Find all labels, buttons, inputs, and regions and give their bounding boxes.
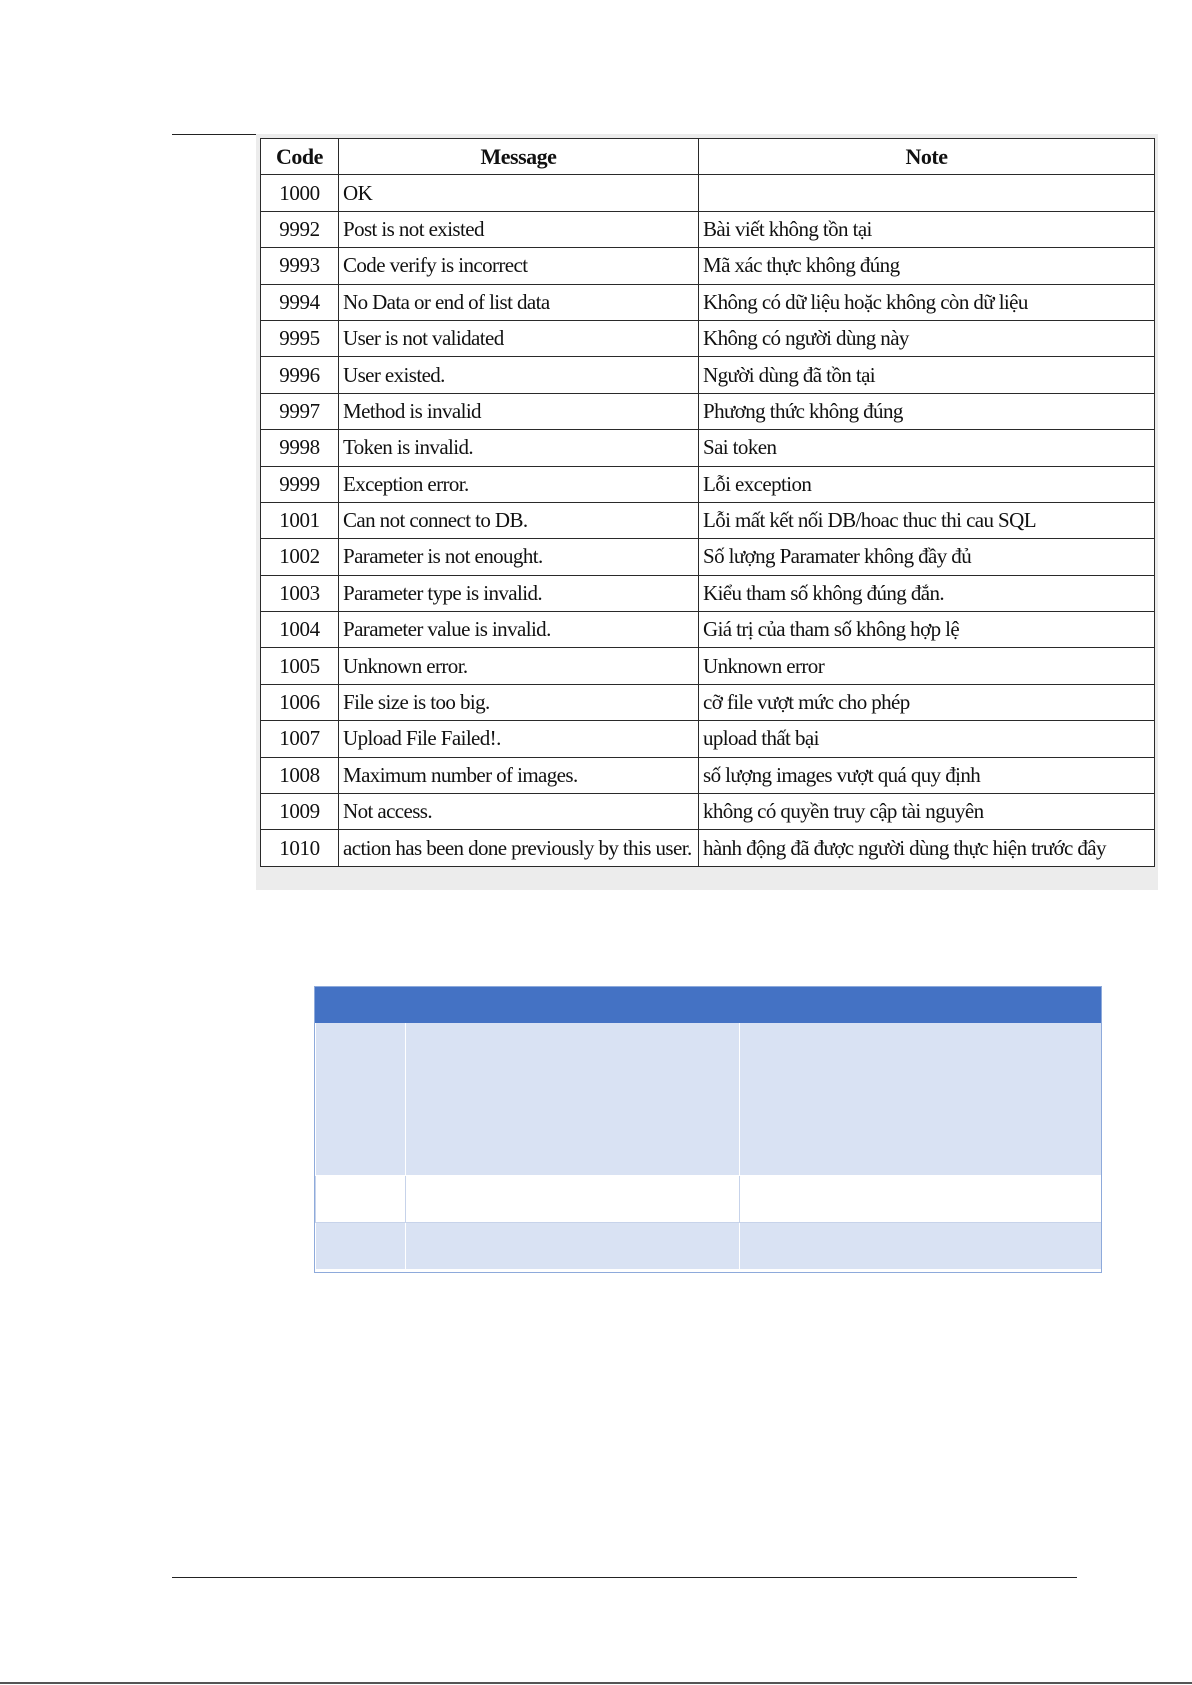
styled-table-row xyxy=(316,1176,1102,1223)
cell-code: 1010 xyxy=(261,830,339,866)
table-row xyxy=(261,466,1155,502)
cell-code: 1003 xyxy=(261,575,339,611)
cell-note: upload thất bại xyxy=(699,721,1155,757)
table-row xyxy=(261,830,1155,866)
cell-note: Phương thức không đúng xyxy=(699,393,1155,429)
column-header-note: Note xyxy=(699,139,1155,175)
cell-note: Không có dữ liệu hoặc không còn dữ liệu xyxy=(699,284,1155,320)
error-code-table-image xyxy=(256,134,1158,890)
cell-message: Post is not existed xyxy=(339,211,699,247)
column-header-code: Code xyxy=(261,139,339,175)
cell-note: hành động đã được người dùng thực hiện trước đây xyxy=(699,830,1155,866)
cell-code: 9995 xyxy=(261,320,339,356)
cell-note: Lỗi exception xyxy=(699,466,1155,502)
page-edge-rule xyxy=(0,1682,1192,1684)
cell-message: User is not validated xyxy=(339,320,699,356)
cell-message: action has been done previously by this user. xyxy=(339,830,699,866)
table-row xyxy=(261,648,1155,684)
cell-message: Parameter type is invalid. xyxy=(339,575,699,611)
table-row xyxy=(261,357,1155,393)
cell-message: Exception error. xyxy=(339,466,699,502)
table-row xyxy=(261,757,1155,793)
cell-code: 9999 xyxy=(261,466,339,502)
cell-message: Not access. xyxy=(339,794,699,830)
cell-code: 1005 xyxy=(261,648,339,684)
footer-rule xyxy=(172,1577,1077,1578)
cell-note: cỡ file vượt mức cho phép xyxy=(699,684,1155,720)
cell-code: 1002 xyxy=(261,539,339,575)
styled-table-cell xyxy=(740,1176,1102,1223)
cell-note: Không có người dùng này xyxy=(699,320,1155,356)
cell-message: OK xyxy=(339,175,699,211)
table-row xyxy=(261,211,1155,247)
cell-code: 1007 xyxy=(261,721,339,757)
cell-note: Mã xác thực không đúng xyxy=(699,248,1155,284)
cell-note: Kiểu tham số không đúng đắn. xyxy=(699,575,1155,611)
cell-note: Bài viết không tồn tại xyxy=(699,211,1155,247)
cell-code: 9996 xyxy=(261,357,339,393)
cell-code: 9997 xyxy=(261,393,339,429)
cell-message: Upload File Failed!. xyxy=(339,721,699,757)
table-row xyxy=(261,721,1155,757)
table-row xyxy=(261,284,1155,320)
cell-code: 1004 xyxy=(261,612,339,648)
styled-table-cell xyxy=(740,1023,1102,1176)
cell-code: 9993 xyxy=(261,248,339,284)
empty-styled-table xyxy=(315,987,1102,1270)
table-row xyxy=(261,794,1155,830)
cell-message: Method is invalid xyxy=(339,393,699,429)
table-header-row xyxy=(261,139,1155,175)
cell-note: Người dùng đã tồn tại xyxy=(699,357,1155,393)
styled-table-header-cell xyxy=(316,988,1102,1023)
cell-note: Giá trị của tham số không hợp lệ xyxy=(699,612,1155,648)
cell-note: Sai token xyxy=(699,430,1155,466)
cell-code: 1009 xyxy=(261,794,339,830)
table-row xyxy=(261,320,1155,356)
cell-message: Unknown error. xyxy=(339,648,699,684)
cell-message: Maximum number of images. xyxy=(339,757,699,793)
cell-note: Unknown error xyxy=(699,648,1155,684)
cell-message: Parameter value is invalid. xyxy=(339,612,699,648)
table-row xyxy=(261,612,1155,648)
table-row xyxy=(261,502,1155,538)
cell-code: 9994 xyxy=(261,284,339,320)
styled-table-cell xyxy=(316,1223,406,1270)
cell-message: Can not connect to DB. xyxy=(339,502,699,538)
styled-table-row xyxy=(316,1023,1102,1176)
cell-note: số lượng images vượt quá quy định xyxy=(699,757,1155,793)
cell-code: 1001 xyxy=(261,502,339,538)
table-row xyxy=(261,684,1155,720)
cell-message: No Data or end of list data xyxy=(339,284,699,320)
cell-message: Parameter is not enought. xyxy=(339,539,699,575)
cell-note: Lỗi mất kết nối DB/hoac thuc thi cau SQL xyxy=(699,502,1155,538)
styled-table-header-row xyxy=(316,988,1102,1023)
table-row xyxy=(261,393,1155,429)
table-row xyxy=(261,175,1155,211)
styled-table-cell xyxy=(406,1023,740,1176)
cell-code: 1000 xyxy=(261,175,339,211)
table-row xyxy=(261,248,1155,284)
cell-note: không có quyền truy cập tài nguyên xyxy=(699,794,1155,830)
styled-table-cell xyxy=(316,1176,406,1223)
cell-note xyxy=(699,175,1155,211)
error-code-table xyxy=(260,138,1155,867)
cell-code: 9998 xyxy=(261,430,339,466)
cell-message: Code verify is incorrect xyxy=(339,248,699,284)
cell-message: User existed. xyxy=(339,357,699,393)
cell-code: 1008 xyxy=(261,757,339,793)
cell-code: 9992 xyxy=(261,211,339,247)
cell-note: Số lượng Paramater không đầy đủ xyxy=(699,539,1155,575)
cell-message: Token is invalid. xyxy=(339,430,699,466)
cell-message: File size is too big. xyxy=(339,684,699,720)
styled-table-cell xyxy=(406,1223,740,1270)
table-row xyxy=(261,575,1155,611)
styled-table-cell xyxy=(740,1223,1102,1270)
styled-table-cell xyxy=(406,1176,740,1223)
table-row xyxy=(261,539,1155,575)
cell-code: 1006 xyxy=(261,684,339,720)
styled-table-cell xyxy=(316,1023,406,1176)
table-row xyxy=(261,430,1155,466)
styled-table-row xyxy=(316,1223,1102,1270)
column-header-message: Message xyxy=(339,139,699,175)
